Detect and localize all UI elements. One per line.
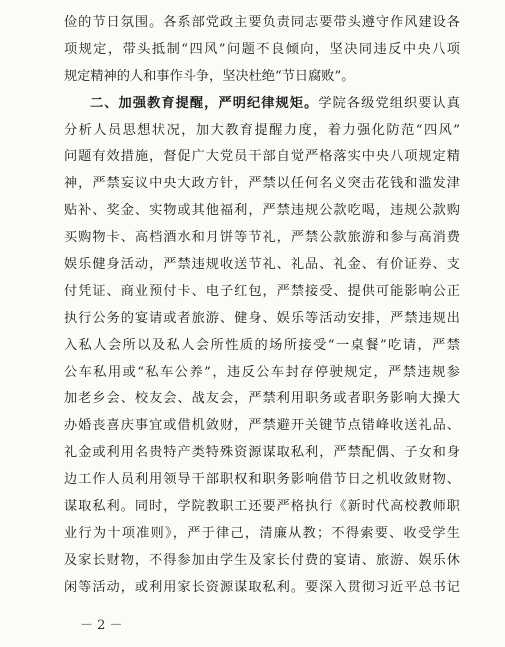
text-line: 付凭证、商业预付卡、电子红包，严禁接受、提供可能影响公正 [64,283,460,299]
page-number-text: － 2 － [80,618,123,633]
text-line-continuation: 学院各级党组织要认真 [318,95,460,111]
text-line: 项规定，带头抵制“四风”问题不良倾向，坚决同违反中央八项 [64,41,460,57]
text-line: 办婚丧喜庆事宜或借机敛财，严禁避开关键节点错峰收送礼品、 [64,418,460,434]
text-line: 俭的节日氛围。各系部党政主要负责同志要带头遵守作风建设各 [64,15,460,30]
text-line: 业行为十项准则》，严于律己，清廉从教；不得索要、收受学生 [64,525,460,541]
body-text [64,10,460,602]
text-line: 闲等活动，或利用家长资源谋取私利。要深入贯彻习近平总书记 [64,579,460,595]
text-line: 神，严禁妄议中央大政方针，严禁以任何名义突击花钱和滥发津 [64,176,460,192]
text-line: 分析人员思想状况，加大教育提醒力度，着力强化防范“四风” [64,122,460,138]
text-line: 买购物卡、高档酒水和月饼等节礼，严禁公款旅游和参与高消费 [64,230,460,246]
page-number [0,617,505,635]
section-heading-line [64,91,460,118]
text-line: 公车私用或“私车公养”，违反公车封存停驶规定，严禁违规参 [64,364,460,380]
text-line: 加老乡会、校友会、战友会，严禁利用职务或者职务影响大操大 [64,391,460,407]
text-line: 贴补、奖金、实物或其他福利，严禁违规公款吃喝，违规公款购 [64,203,460,219]
text-line: 问题有效措施，督促广大党员干部自觉严格落实中央八项规定精 [64,149,460,165]
text-line: 边工作人员利用领导干部职权和职务影响借节日之机收敛财物、 [64,472,460,488]
text-line: 入私人会所以及私人会所性质的场所接受“一桌餐”吃请，严禁 [64,337,460,353]
text-line: 及家长财物，不得参加由学生及家长付费的宴请、旅游、娱乐休 [64,552,460,568]
text-line: 执行公务的宴请或者旅游、健身、娱乐等活动安排，严禁违规出 [64,310,460,326]
section-heading: 二、加强教育提醒，严明纪律规矩。 [90,95,319,111]
text-line: 娱乐健身活动，严禁违规收送节礼、礼品、礼金、有价证券、支 [64,257,460,273]
text-line: 谋取私利。同时，学院教职工还要严格执行《新时代高校教师职 [64,499,460,515]
text-line: 规定精神的人和事作斗争，坚决杜绝“节日腐败”。 [64,68,355,84]
text-line: 礼金或利用名贵特产类特殊资源谋取私利，严禁配偶、子女和身 [64,445,460,461]
